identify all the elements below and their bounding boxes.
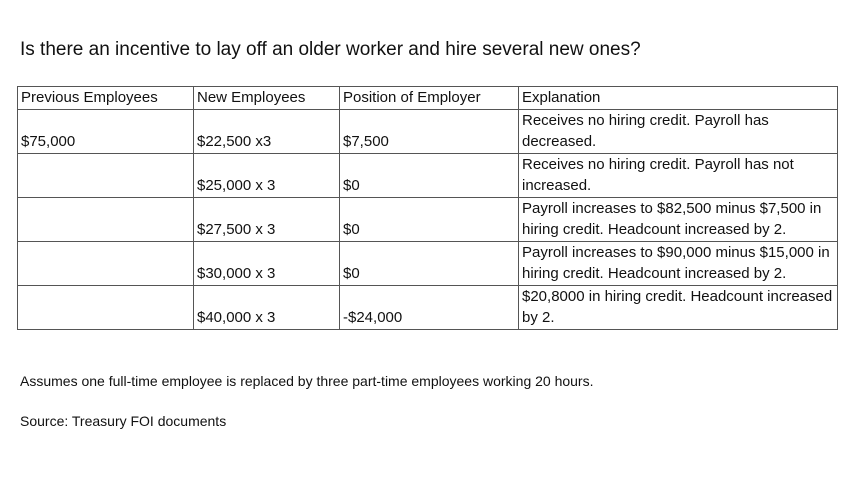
- employer-position-cell: $7,500: [340, 109, 519, 153]
- employer-position-cell: -$24,000: [340, 285, 519, 329]
- column-header: New Employees: [194, 87, 340, 110]
- column-header: Previous Employees: [18, 87, 194, 110]
- explanation-cell: Payroll increases to $82,500 minus $7,500 in hiring credit. Headcount increased by 2.: [519, 197, 838, 241]
- footnote: Assumes one full-time employee is replaced by three part-time employees working 20 hours.: [20, 373, 594, 389]
- previous-employees-cell: $75,000: [18, 109, 194, 153]
- new-employees-cell: $27,500 x 3: [194, 197, 340, 241]
- table-row: [18, 109, 838, 153]
- incentive-table: [17, 86, 838, 330]
- table-header-row: [18, 87, 838, 110]
- new-employees-cell: $22,500 x3: [194, 109, 340, 153]
- table-row: [18, 241, 838, 285]
- previous-employees-cell: [18, 241, 194, 285]
- table-row: [18, 153, 838, 197]
- new-employees-cell: $25,000 x 3: [194, 153, 340, 197]
- explanation-cell: Receives no hiring credit. Payroll has decreased.: [519, 109, 838, 153]
- previous-employees-cell: [18, 285, 194, 329]
- previous-employees-cell: [18, 197, 194, 241]
- source-note: Source: Treasury FOI documents: [20, 413, 227, 429]
- column-header: Position of Employer: [340, 87, 519, 110]
- employer-position-cell: $0: [340, 153, 519, 197]
- employer-position-cell: $0: [340, 241, 519, 285]
- page-title: Is there an incentive to lay off an older worker and hire several new ones?: [20, 39, 641, 60]
- previous-employees-cell: [18, 153, 194, 197]
- new-employees-cell: $40,000 x 3: [194, 285, 340, 329]
- table-row: [18, 197, 838, 241]
- column-header: Explanation: [519, 87, 838, 110]
- new-employees-cell: $30,000 x 3: [194, 241, 340, 285]
- explanation-cell: $20,8000 in hiring credit. Headcount increased by 2.: [519, 285, 838, 329]
- employer-position-cell: $0: [340, 197, 519, 241]
- table-row: [18, 285, 838, 329]
- explanation-cell: Receives no hiring credit. Payroll has not increased.: [519, 153, 838, 197]
- explanation-cell: Payroll increases to $90,000 minus $15,000 in hiring credit. Headcount increased by 2.: [519, 241, 838, 285]
